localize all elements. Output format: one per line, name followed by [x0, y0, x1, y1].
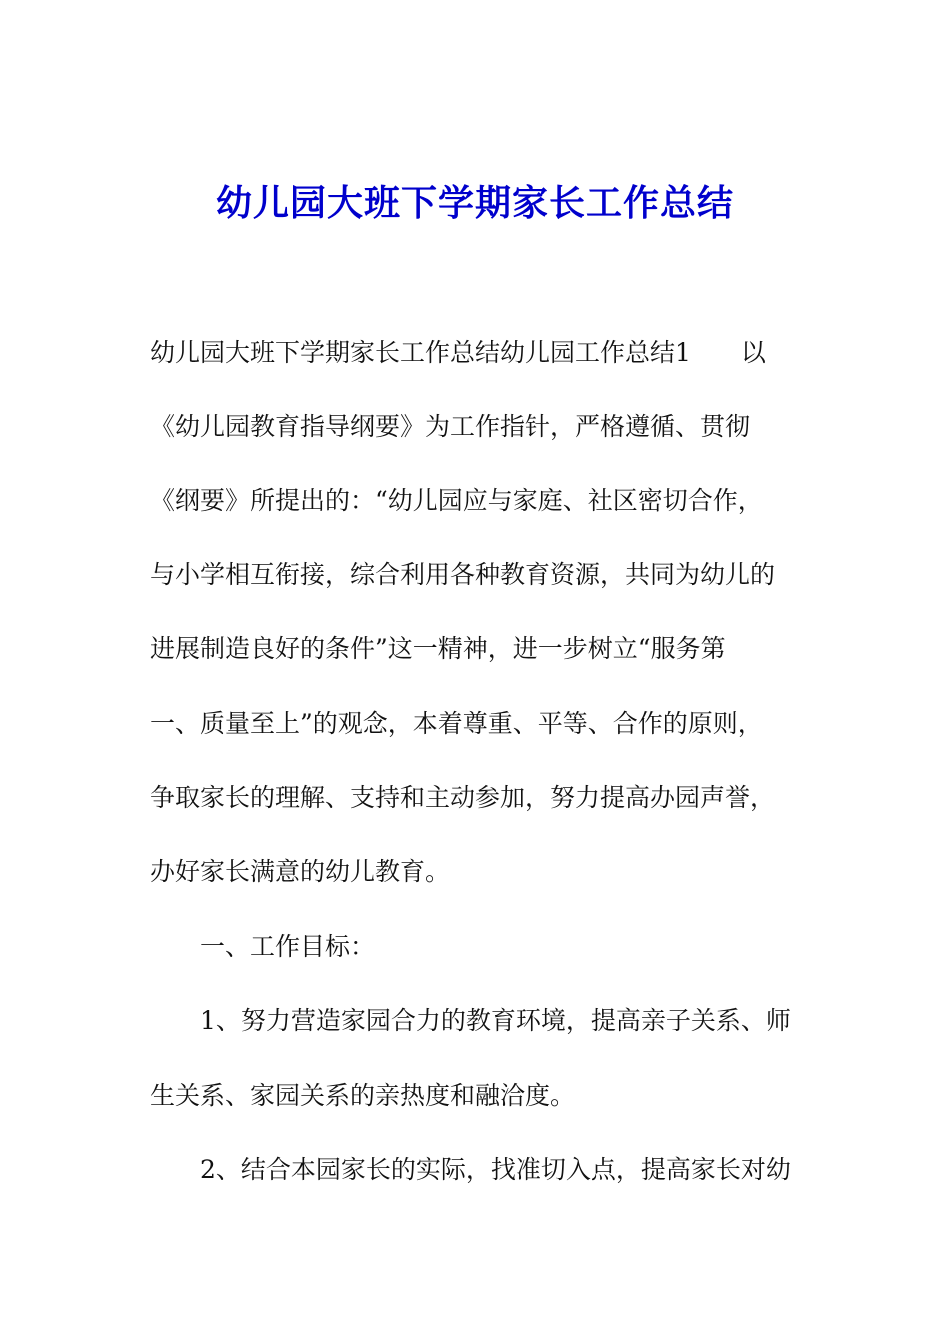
body-line-10: 1、努力营造家园合力的教育环境，提高亲子关系、师	[200, 1006, 791, 1035]
body-line-3: 《纲要》所提出的：“幼儿园应与家庭、社区密切合作，	[150, 486, 763, 515]
body-line-1: 幼儿园大班下学期家长工作总结幼儿园工作总结1 以	[150, 338, 766, 367]
document-title: 幼儿园大班下学期家长工作总结	[215, 182, 734, 224]
body-line-7: 争取家长的理解、支持和主动参加，努力提高办园声誉，	[150, 783, 776, 812]
body-line-8: 办好家长满意的幼儿教育。	[150, 857, 451, 886]
body-line-12: 2、结合本园家长的实际，找准切入点，提高家长对幼	[200, 1155, 791, 1184]
body-line-5: 进展制造良好的条件”这一精神，进一步树立“服务第	[150, 634, 726, 663]
body-line-11: 生关系、家园关系的亲热度和融洽度。	[150, 1081, 576, 1110]
body-line-6: 一、质量至上”的观念，本着尊重、平等、合作的原则，	[150, 709, 763, 738]
section-heading-goals: 一、工作目标：	[200, 932, 376, 961]
body-line-4: 与小学相互衔接，综合利用各种教育资源，共同为幼儿的	[150, 560, 776, 589]
body-line-2: 《幼儿园教育指导纲要》为工作指针，严格遵循、贯彻	[150, 412, 751, 441]
